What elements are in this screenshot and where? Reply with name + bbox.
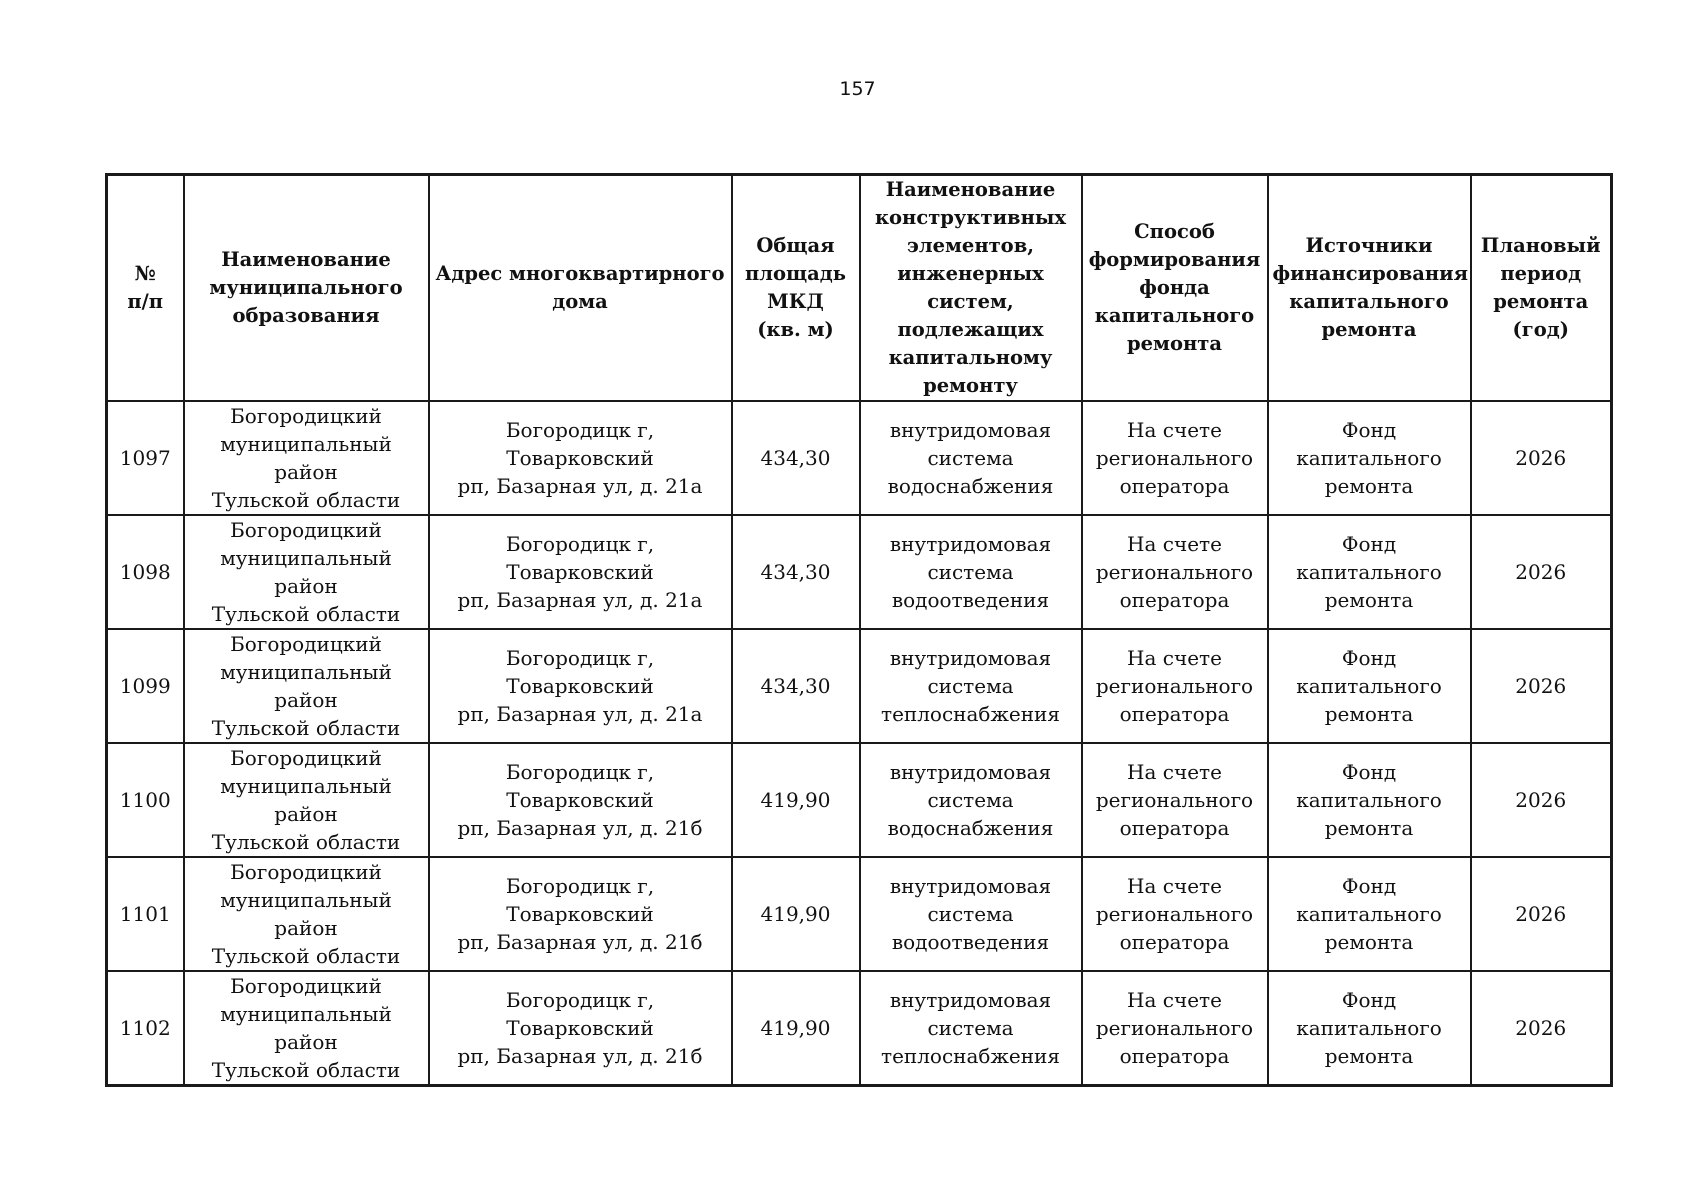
- cell-planned-year: 2026: [1471, 401, 1612, 515]
- header-address: Адрес многоквартирного дома: [429, 175, 732, 402]
- cell-area: 419,90: [732, 743, 860, 857]
- cell-area: 434,30: [732, 515, 860, 629]
- cell-number: 1100: [107, 743, 184, 857]
- cell-address: Богородицк г, Товарковский рп, Базарная ул, д. 21б: [429, 743, 732, 857]
- cell-municipality: Богородицкий муниципальный район Тульской области: [184, 629, 429, 743]
- cell-element: внутридомовая система водоотведения: [860, 515, 1082, 629]
- cell-area: 434,30: [732, 401, 860, 515]
- cell-number: 1101: [107, 857, 184, 971]
- cell-planned-year: 2026: [1471, 629, 1612, 743]
- cell-funding-source: Фонд капитального ремонта: [1268, 401, 1471, 515]
- header-area: Общая площадь МКД (кв. м): [732, 175, 860, 402]
- table-row: [107, 515, 1612, 629]
- header-fund-method: Способ формирования фонда капитального ремонта: [1082, 175, 1268, 402]
- cell-funding-source: Фонд капитального ремонта: [1268, 629, 1471, 743]
- cell-area: 434,30: [732, 629, 860, 743]
- cell-funding-source: Фонд капитального ремонта: [1268, 515, 1471, 629]
- cell-fund-method: На счете регионального оператора: [1082, 743, 1268, 857]
- cell-number: 1098: [107, 515, 184, 629]
- cell-fund-method: На счете регионального оператора: [1082, 971, 1268, 1086]
- cell-funding-source: Фонд капитального ремонта: [1268, 743, 1471, 857]
- cell-number: 1102: [107, 971, 184, 1086]
- header-elements: Наименование конструктивных элементов, инженерных систем, подлежащих капитальному ремонту: [860, 175, 1082, 402]
- cell-address: Богородицк г, Товарковский рп, Базарная ул, д. 21б: [429, 971, 732, 1086]
- cell-fund-method: На счете регионального оператора: [1082, 857, 1268, 971]
- cell-address: Богородицк г, Товарковский рп, Базарная ул, д. 21а: [429, 401, 732, 515]
- header-funding-source: Источники финансирования капитального ремонта: [1268, 175, 1471, 402]
- table-row: [107, 629, 1612, 743]
- header-number: № п/п: [107, 175, 184, 402]
- cell-area: 419,90: [732, 971, 860, 1086]
- page-number: 157: [839, 78, 876, 100]
- cell-element: внутридомовая система водоотведения: [860, 857, 1082, 971]
- cell-address: Богородицк г, Товарковский рп, Базарная ул, д. 21б: [429, 857, 732, 971]
- cell-municipality: Богородицкий муниципальный район Тульской области: [184, 743, 429, 857]
- cell-planned-year: 2026: [1471, 515, 1612, 629]
- cell-municipality: Богородицкий муниципальный район Тульской области: [184, 401, 429, 515]
- cell-element: внутридомовая система теплоснабжения: [860, 629, 1082, 743]
- table-row: [107, 857, 1612, 971]
- cell-planned-year: 2026: [1471, 857, 1612, 971]
- cell-municipality: Богородицкий муниципальный район Тульской области: [184, 515, 429, 629]
- cell-area: 419,90: [732, 857, 860, 971]
- table-row: [107, 743, 1612, 857]
- cell-element: внутридомовая система теплоснабжения: [860, 971, 1082, 1086]
- cell-planned-year: 2026: [1471, 743, 1612, 857]
- table-header-row: [107, 175, 1612, 402]
- cell-address: Богородицк г, Товарковский рп, Базарная ул, д. 21а: [429, 629, 732, 743]
- cell-element: внутридомовая система водоснабжения: [860, 743, 1082, 857]
- table-row: [107, 401, 1612, 515]
- header-planned-year: Плановый период ремонта (год): [1471, 175, 1612, 402]
- cell-funding-source: Фонд капитального ремонта: [1268, 971, 1471, 1086]
- cell-municipality: Богородицкий муниципальный район Тульской области: [184, 857, 429, 971]
- cell-municipality: Богородицкий муниципальный район Тульской области: [184, 971, 429, 1086]
- cell-fund-method: На счете регионального оператора: [1082, 401, 1268, 515]
- repair-registry-table: [105, 173, 1613, 1087]
- cell-address: Богородицк г, Товарковский рп, Базарная ул, д. 21а: [429, 515, 732, 629]
- cell-fund-method: На счете регионального оператора: [1082, 515, 1268, 629]
- cell-element: внутридомовая система водоснабжения: [860, 401, 1082, 515]
- cell-number: 1097: [107, 401, 184, 515]
- cell-planned-year: 2026: [1471, 971, 1612, 1086]
- cell-fund-method: На счете регионального оператора: [1082, 629, 1268, 743]
- cell-number: 1099: [107, 629, 184, 743]
- cell-funding-source: Фонд капитального ремонта: [1268, 857, 1471, 971]
- header-municipality: Наименование муниципального образования: [184, 175, 429, 402]
- table-row: [107, 971, 1612, 1086]
